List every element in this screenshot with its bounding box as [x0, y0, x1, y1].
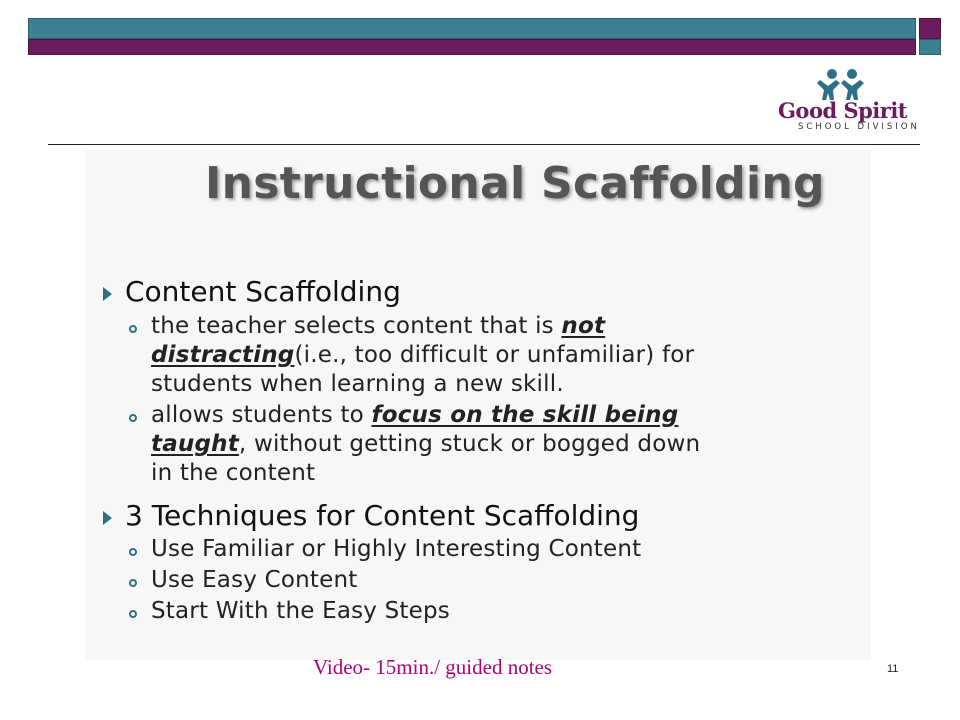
video-caption: Video- 15min./ guided notes — [313, 655, 553, 679]
bullet-item-line: in the content — [151, 460, 316, 486]
bullet-item-line: allows students to focus on the skill being — [151, 402, 679, 428]
bullet-arrow-icon — [103, 287, 112, 301]
section-heading: 3 Techniques for Content Scaffolding — [125, 499, 640, 532]
bullet-arrow-icon — [103, 511, 112, 525]
bullet-circle-icon — [129, 414, 137, 422]
bullet-item-line: the teacher selects content that is not — [151, 313, 606, 339]
header-square-teal — [919, 39, 941, 55]
page-number: 11 — [887, 663, 899, 675]
bullet-item: Start With the Easy Steps — [151, 598, 450, 624]
header-bar-teal — [28, 18, 916, 39]
bullet-circle-icon — [129, 548, 137, 556]
bullet-item-line: students when learning a new skill. — [151, 371, 564, 397]
header-bar-purple — [28, 39, 916, 55]
header-divider — [48, 144, 920, 145]
logo-name: Good Spirit — [778, 98, 908, 123]
bullet-circle-icon — [129, 610, 137, 618]
bullet-item: Use Familiar or Highly Interesting Content — [151, 536, 642, 562]
bullet-circle-icon — [129, 579, 137, 587]
slide-title: Instructional Scaffolding — [205, 158, 825, 209]
logo-subtitle: SCHOOL DIVISION — [798, 122, 920, 132]
bullet-item-line: distracting(i.e., too difficult or unfamiliar) for — [151, 342, 695, 368]
bullet-item-line: taught, without getting stuck or bogged down — [151, 431, 701, 457]
bullet-circle-icon — [129, 325, 137, 333]
section-heading: Content Scaffolding — [125, 275, 401, 308]
header-square-purple — [919, 18, 941, 39]
bullet-item: Use Easy Content — [151, 567, 358, 593]
